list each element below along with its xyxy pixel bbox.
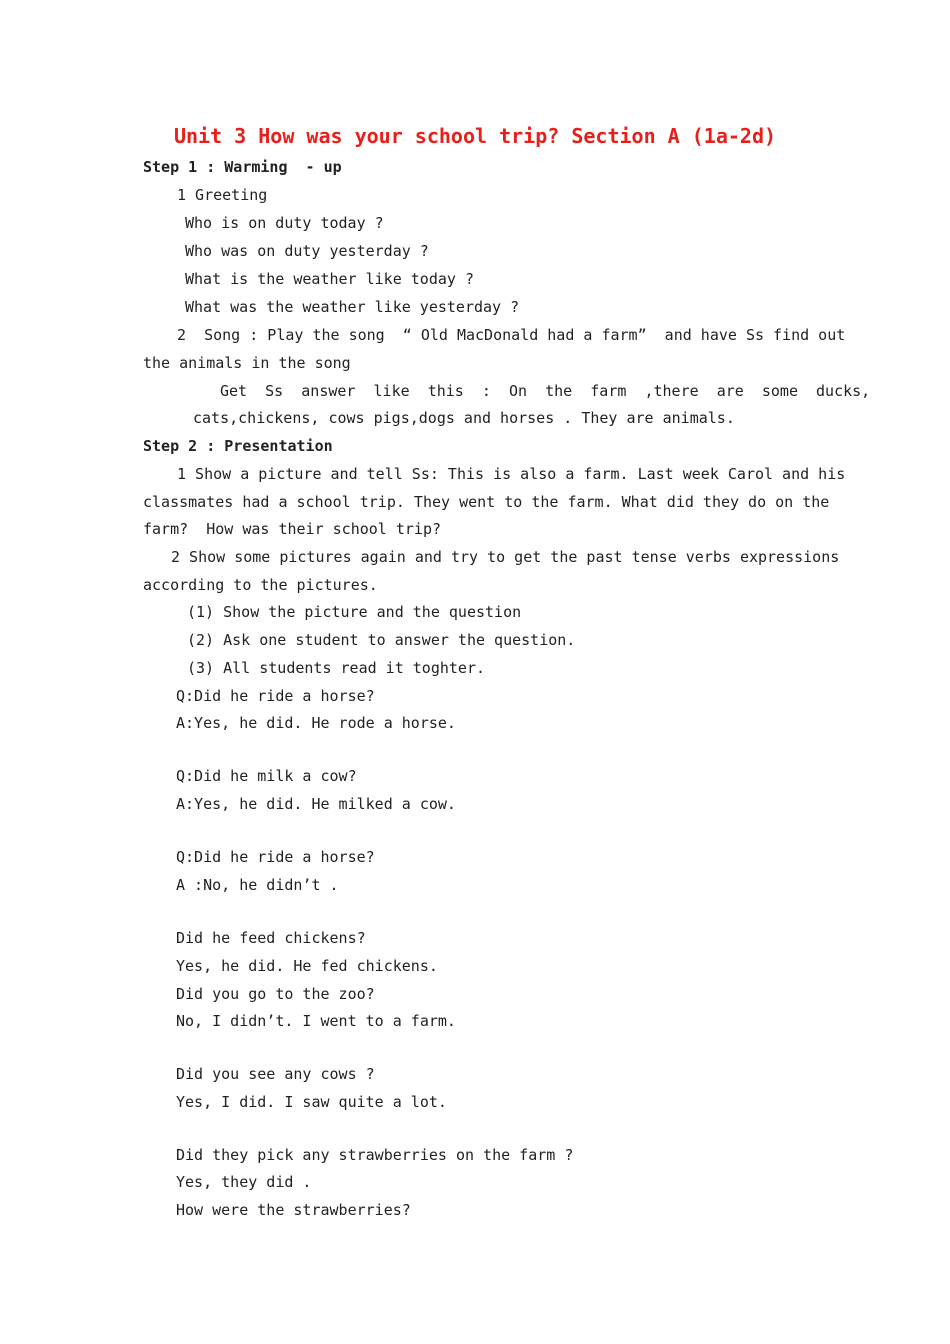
song-line: 2 Song : Play the song “ Old MacDonald had a farm” and have Ss find out — [177, 326, 846, 344]
dialog-line: Did they pick any strawberries on the farm ? — [176, 1146, 574, 1164]
dialog-line: A:Yes, he did. He milked a cow. — [176, 795, 456, 813]
dialog-line: Did you see any cows ? — [176, 1065, 375, 1083]
dialog-line: Q:Did he ride a horse? — [176, 848, 375, 866]
procedure-step: (3) All students read it toghter. — [187, 659, 486, 677]
procedure-step: (1) Show the picture and the question — [187, 603, 522, 621]
paragraph-line: farm? How was their school trip? — [143, 520, 442, 538]
dialog-line: Yes, he did. He fed chickens. — [176, 957, 438, 975]
dialog-line: A:Yes, he did. He rode a horse. — [176, 714, 456, 732]
step1-heading: Step 1 : Warming - up — [143, 158, 342, 176]
dialog-line: How were the strawberries? — [176, 1201, 411, 1219]
dialog-line: Q:Did he ride a horse? — [176, 687, 375, 705]
procedure-step: (2) Ask one student to answer the question. — [187, 631, 576, 649]
dialog-line: Did he feed chickens? — [176, 929, 366, 947]
step2-heading: Step 2 : Presentation — [143, 437, 333, 455]
greeting-line: Who is on duty today ? — [185, 214, 384, 232]
page-title: Unit 3 How was your school trip? Section A (1a-2d) — [173, 124, 777, 148]
answer-line: cats,chickens, cows pigs,dogs and horses . They are animals. — [193, 409, 735, 427]
answer-line: Get Ss answer like this : On the farm ,there are some ducks, — [220, 382, 871, 400]
greeting-line: What was the weather like yesterday ? — [185, 298, 520, 316]
dialog-line: Yes, I did. I saw quite a lot. — [176, 1093, 447, 1111]
greeting-line: What is the weather like today ? — [185, 270, 474, 288]
paragraph-line: 1 Show a picture and tell Ss: This is also a farm. Last week Carol and his — [177, 465, 846, 483]
paragraph-line: 2 Show some pictures again and try to get the past tense verbs expressions — [171, 548, 840, 566]
dialog-line: Yes, they did . — [176, 1173, 312, 1191]
paragraph-line: according to the pictures. — [143, 576, 378, 594]
greeting-line: Who was on duty yesterday ? — [185, 242, 429, 260]
dialog-line: No, I didn’t. I went to a farm. — [176, 1012, 456, 1030]
paragraph-line: classmates had a school trip. They went to the farm. What did they do on the — [143, 493, 830, 511]
dialog-line: Q:Did he milk a cow? — [176, 767, 357, 785]
dialog-line: A :No, he didn’t . — [176, 876, 339, 894]
dialog-line: Did you go to the zoo? — [176, 985, 375, 1003]
greeting-label: 1 Greeting — [177, 186, 268, 204]
song-line: the animals in the song — [143, 354, 351, 372]
